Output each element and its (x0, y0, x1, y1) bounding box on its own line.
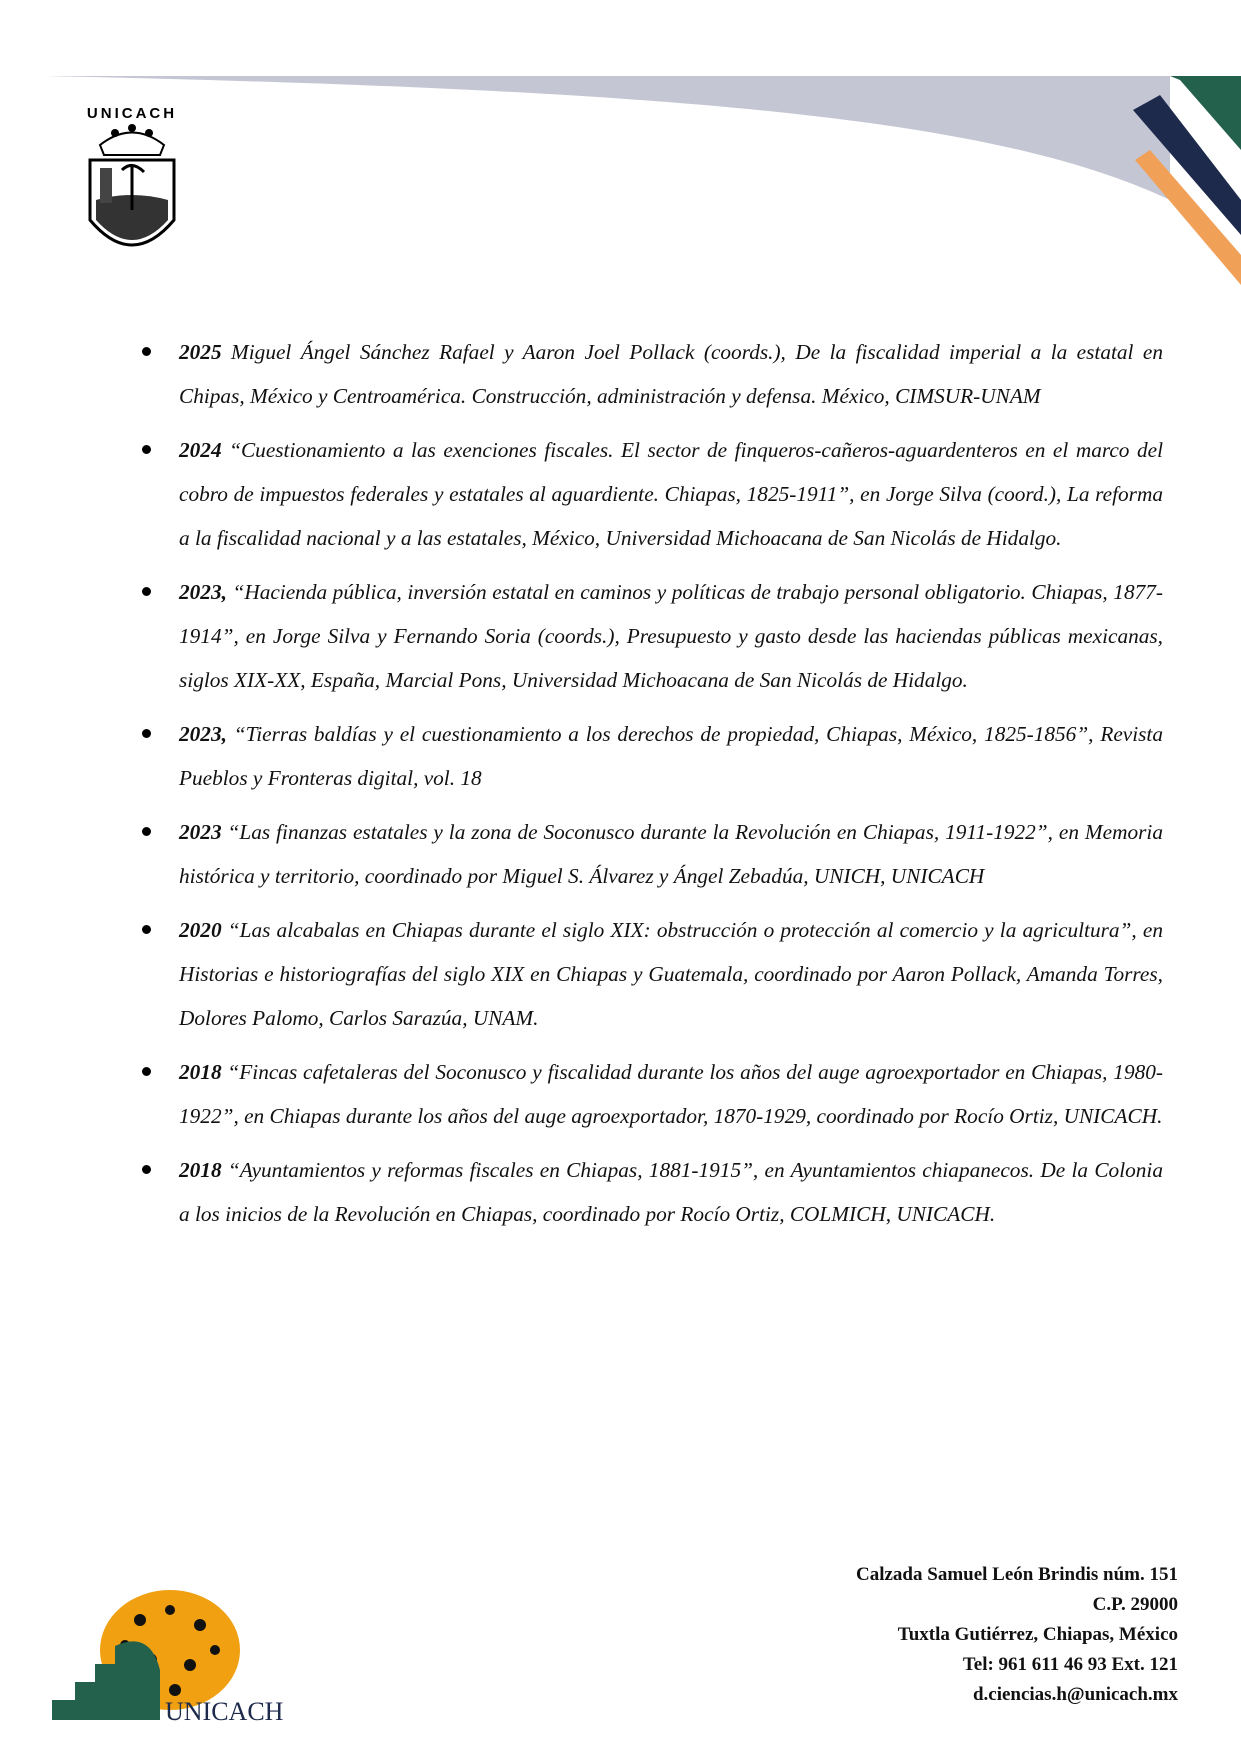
publication-title: La reforma a la fiscalidad nacional y a las estatales (179, 482, 1163, 550)
publication-list (140, 330, 1163, 1246)
publication-item (140, 1050, 1163, 1138)
bullet-icon (142, 347, 151, 356)
publication-item (140, 810, 1163, 898)
publication-text: , México, Universidad Michoacana de San Nicolás de Hidalgo. (521, 526, 1062, 550)
publication-year: 2023 (179, 820, 222, 844)
publication-item (140, 908, 1163, 1040)
address-phone: Tel: 961 611 46 93 Ext. 121 (962, 1654, 1178, 1675)
facultad-humanidades-logo (50, 1590, 310, 1725)
publication-title: Historias e historiografías del siglo XIX en Chiapas y Guatemala (179, 962, 743, 986)
publication-text: “Ayuntamientos y reformas fiscales en Chiapas, 1881-1915”, en (221, 1158, 791, 1182)
publication-title: Revista Pueblos y Fronteras digital (179, 722, 1163, 790)
publication-text: , coordinado por Aaron Pollack, Amanda Torres, Dolores Palomo, Carlos Sarazúa, UNAM. (179, 962, 1163, 1030)
publication-item (140, 1148, 1163, 1236)
publication-year: 2025 (179, 340, 222, 364)
address-street: Calzada Samuel León Brindis núm. 151 (856, 1564, 1178, 1585)
publication-item (140, 712, 1163, 800)
bullet-icon (142, 587, 151, 596)
publication-text: , coordinado por Rocío Ortiz, COLMICH, UNICACH. (532, 1202, 996, 1226)
publication-year: 2023, (179, 722, 227, 746)
svg-text:UNICACH: UNICACH (86, 105, 178, 122)
publication-item (140, 428, 1163, 560)
publication-item (140, 330, 1163, 418)
publication-title: Memoria histórica y territorio (179, 820, 1163, 888)
footer-logo-text: UNICACH (165, 1697, 284, 1725)
header-swoosh (45, 76, 1170, 200)
publication-text: “Las alcabalas en Chiapas durante el siglo XIX: obstrucción o protección al comercio y la agricultura”, en (221, 918, 1163, 942)
publication-text: . México, CIMSUR-UNAM (811, 384, 1041, 408)
address-city: Tuxtla Gutiérrez, Chiapas, México (897, 1624, 1178, 1645)
publication-text: , España, Marcial Pons, Universidad Michoacana de San Nicolás de Hidalgo. (300, 668, 968, 692)
publication-text: “Las finanzas estatales y la zona de Soconusco durante la Revolución en Chiapas, 1911-1922”, en (221, 820, 1085, 844)
publication-year: 2018 (179, 1158, 222, 1182)
publication-text: , coordinado por Miguel S. Álvarez y Ángel Zebadúa, UNICH, UNICACH (354, 864, 985, 888)
publication-title: Ayuntamientos chiapanecos. De la Colonia a los inicios de la Revolución en Chiapas (179, 1158, 1163, 1226)
address-postal-code: C.P. 29000 (1092, 1594, 1178, 1615)
publication-text: “Fincas cafetaleras del Soconusco y fiscalidad durante los años del auge agroexportador en Chiapas, 1980-1922”, en (179, 1060, 1163, 1128)
bullet-icon (142, 925, 151, 934)
bullet-icon (142, 827, 151, 836)
publication-text: “Cuestionamiento a las exenciones fiscales. El sector de finqueros-cañeros-aguardenteros en el marco del cobro de impuestos federales y estatales al aguardiente. Chiapas, 1825-1911”, en Jorge Silva (coord.), (179, 438, 1163, 506)
publication-text: Miguel Ángel Sánchez Rafael y Aaron Joel Pollack (coords.), (221, 340, 796, 364)
publication-title: De la fiscalidad imperial a la estatal en Chipas, México y Centroamérica. Construcción, administración y defensa (179, 340, 1164, 408)
unicach-crest-logo (70, 100, 195, 270)
bullet-icon (142, 445, 151, 454)
bullet-icon (142, 1067, 151, 1076)
bullet-icon (142, 1165, 151, 1174)
publication-year: 2020 (179, 918, 222, 942)
publication-text: “Tierras baldías y el cuestionamiento a los derechos de propiedad, Chiapas, México, 1825-1856”, (226, 722, 1101, 746)
publication-year: 2024 (179, 438, 222, 462)
address-email: d.ciencias.h@unicach.mx (972, 1684, 1178, 1705)
publication-text: “Hacienda pública, inversión estatal en caminos y políticas de trabajo personal obligatorio. Chiapas, 1877-1914”, en Jorge Silva y Fernando Soria (coords.), (179, 580, 1163, 648)
publication-title: Presupuesto y gasto desde las haciendas públicas mexicanas, siglos XIX-XX (179, 624, 1163, 692)
bullet-icon (142, 729, 151, 738)
publication-year: 2018 (179, 1060, 222, 1084)
publication-text: , vol. 18 (413, 766, 482, 790)
publication-title: Chiapas durante los años del auge agroexportador, 1870-1929 (269, 1104, 806, 1128)
publication-year: 2023, (179, 580, 227, 604)
publication-text: , coordinado por Rocío Ortiz, UNICACH. (805, 1104, 1163, 1128)
footer-address (856, 1560, 1178, 1710)
publication-item (140, 570, 1163, 702)
